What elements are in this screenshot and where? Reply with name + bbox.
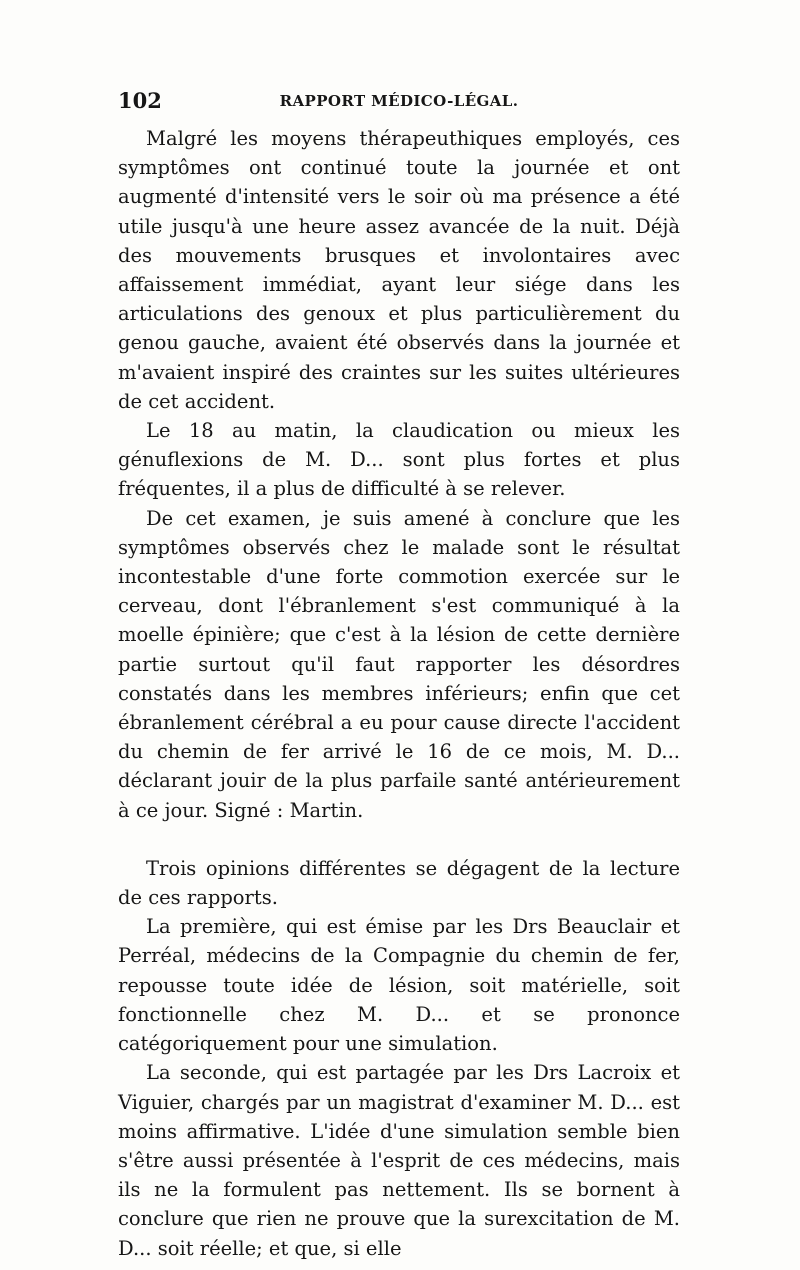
- signature: Signé : Martin.: [214, 798, 364, 822]
- body-text: [118, 124, 680, 1263]
- paragraph-second-opinion: La seconde, qui est partagée par les Drs Lacroix et Viguier, chargés par un magistrat d'examiner M. D... est moins affirmative. L'idée d'une simulation semble bien s'être aussi présentée à l'esprit de ces médecins, mais ils ne la formulent pas nettement. Ils se bornent à conclure que rien ne prouve que la surexcitation de M. D... soit réelle; et que, si elle: [118, 1061, 680, 1260]
- paragraph-three-opinions: Trois opinions différentes se dégagent de la lecture de ces rapports.: [118, 856, 680, 910]
- paragraph-conclusion: [118, 504, 680, 825]
- paragraph-first-opinion: La première, qui est émise par les Drs Beauclair et Perréal, médecins de la Compagnie du chemin de fer, repousse toute idée de lésion, soit matérielle, soit fonctionnelle chez M. D... et se prononce catégoriquement pour une simulation.: [118, 915, 680, 1056]
- conclusion-text: De cet examen, je suis amené à conclure que les symptômes observés chez le malade sont le résultat incontestable d'une forte commotion exercée sur le cerveau, dont l'ébranlement s'est communiqué à la moelle épinière; que c'est à la lésion de cette dernière partie surtout qu'il faut rapporter les désordres constatés dans les membres inférieurs; enfin que cet ébranlement cérébral a eu pour cause directe l'accident du chemin de fer arrivé le 16 de ce mois, M. D... déclarant jouir de la plus parfaile santé antérieurement à ce jour.: [118, 506, 680, 822]
- paragraph-symptoms-continued: Malgré les moyens thérapeuthiques employés, ces symptômes ont continué toute la journée et ont augmenté d'intensité vers le soir où ma présence a été utile jusqu'à une heure assez avancée de la nuit. Déjà des mouvements brusques et involontaires avec affaissement immédiat, ayant leur siége dans les articulations des genoux et plus particulièrement du genou gauche, avaient été observés dans la journée et m'avaient inspiré des craintes sur les suites ultérieures de cet accident.: [118, 127, 680, 413]
- page-number: 102: [118, 88, 162, 113]
- running-head: [118, 86, 680, 116]
- running-title: RAPPORT MÉDICO-LÉGAL.: [279, 92, 519, 110]
- paragraph-18th-morning: Le 18 au matin, la claudication ou mieux les génuflexions de M. D... sont plus fortes et plus fréquentes, il a plus de difficulté à se relever.: [118, 419, 680, 501]
